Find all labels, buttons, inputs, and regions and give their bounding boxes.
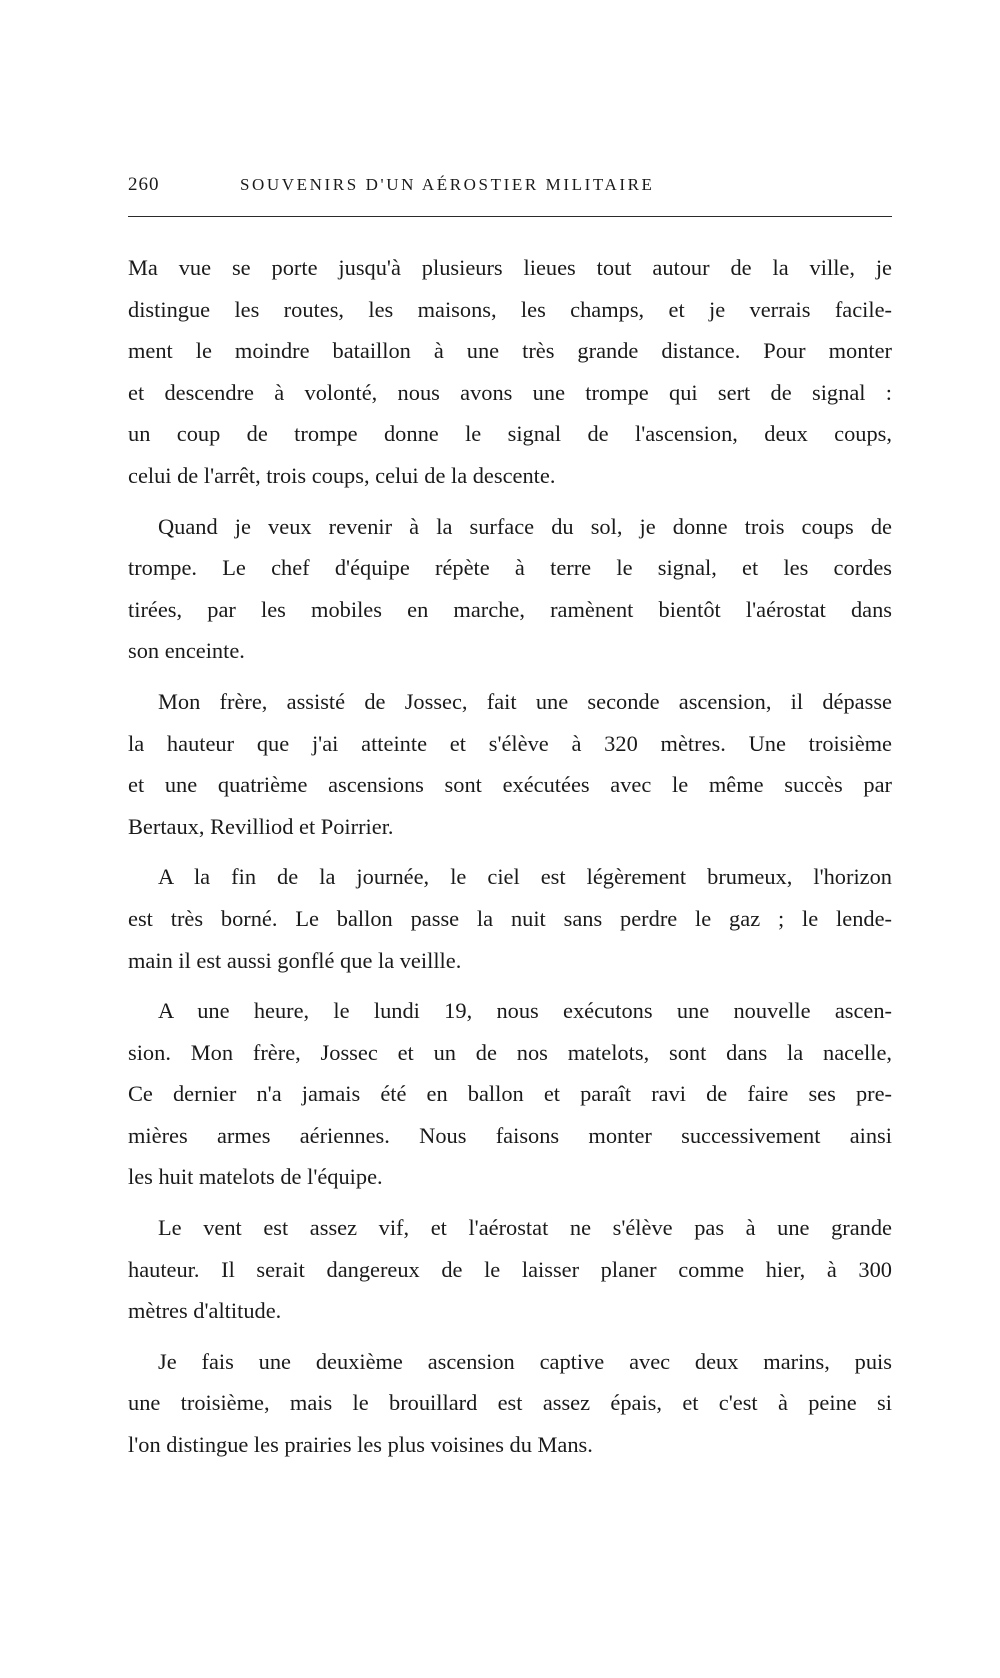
text-line: trompe. Le chef d'équipe répète à terre le signal, et les cordes [128, 555, 892, 581]
text-line: Je fais une deuxième ascension captive avec deux marins, puis [158, 1348, 892, 1374]
text-line: A la fin de la journée, le ciel est légèrement brumeux, l'horizon [158, 864, 892, 890]
text-line: et une quatrième ascensions sont exécutées avec le même succès par [128, 772, 892, 798]
text-line: et descendre à volonté, nous avons une trompe qui sert de signal : [128, 379, 892, 405]
text-line: Bertaux, Revilliod et Poirrier. [128, 813, 394, 839]
text-line: l'on distingue les prairies les plus voisines du Mans. [128, 1432, 593, 1458]
text-line: mières armes aériennes. Nous faisons monter successivement ainsi [128, 1122, 892, 1148]
text-line: distingue les routes, les maisons, les champs, et je verrais facile- [128, 296, 892, 322]
text-line: un coup de trompe donne le signal de l'ascension, deux coups, [128, 421, 892, 447]
header-rule [128, 216, 892, 217]
running-head [128, 172, 892, 202]
paragraph [128, 247, 892, 497]
text-line: Le vent est assez vif, et l'aérostat ne s'élève pas à une grande [158, 1215, 892, 1241]
text-line: tirées, par les mobiles en marche, ramènent bientôt l'aérostat dans [128, 596, 892, 622]
text-line: hauteur. Il serait dangereux de le laisser planer comme hier, à 300 [128, 1256, 892, 1282]
running-title: SOUVENIRS D'UN AÉROSTIER MILITAIRE [240, 175, 655, 194]
text-line: les huit matelots de l'équipe. [128, 1164, 383, 1190]
text-line: Mon frère, assisté de Jossec, fait une seconde ascension, il dépasse [158, 688, 892, 714]
text-line: A une heure, le lundi 19, nous exécutons une nouvelle ascen- [158, 998, 892, 1024]
paragraph [128, 1341, 892, 1466]
text-line: sion. Mon frère, Jossec et un de nos matelots, sont dans la nacelle, [128, 1039, 892, 1065]
text-line: Ce dernier n'a jamais été en ballon et paraît ravi de faire ses pre- [128, 1081, 892, 1107]
text-line: est très borné. Le ballon passe la nuit sans perdre le gaz ; le lende- [128, 905, 892, 931]
text-line: une troisième, mais le brouillard est assez épais, et c'est à peine si [128, 1390, 892, 1416]
paragraph [128, 990, 892, 1198]
text-line: main il est aussi gonflé que la veillle. [128, 947, 462, 973]
body-text [128, 247, 892, 1475]
paragraph [128, 856, 892, 981]
text-line: Quand je veux revenir à la surface du sol, je donne trois coups de [158, 513, 892, 539]
text-line: ment le moindre bataillon à une très grande distance. Pour monter [128, 338, 892, 364]
page-number: 260 [128, 174, 160, 195]
text-line: mètres d'altitude. [128, 1298, 282, 1324]
paragraph [128, 1207, 892, 1332]
text-line: la hauteur que j'ai atteinte et s'élève à 320 mètres. Une troisième [128, 730, 892, 756]
text-line: celui de l'arrêt, trois coups, celui de la descente. [128, 462, 556, 488]
text-line: son enceinte. [128, 638, 245, 664]
paragraph [128, 506, 892, 672]
text-line: Ma vue se porte jusqu'à plusieurs lieues tout autour de la ville, je [128, 255, 892, 280]
paragraph [128, 681, 892, 847]
